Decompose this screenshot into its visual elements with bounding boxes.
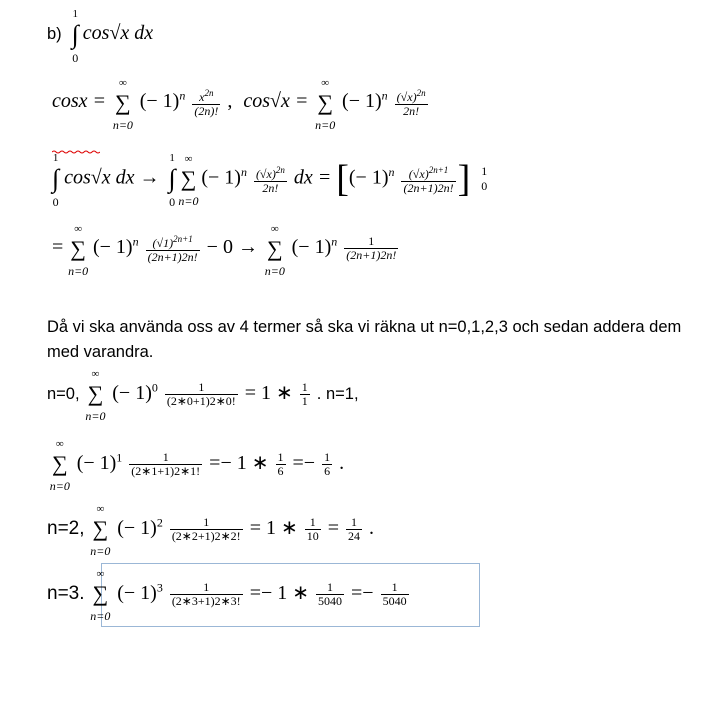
term-label: n=0, [47, 385, 80, 403]
term-n3: n=3. ∞ ∑ n=0 (− 1)$^3$ $\frac{1}{(2∗3+1)2∗3!}$ =− 1 ∗ $\frac{1}{5040}$ =− $\frac{1}{5040}$ [47, 568, 407, 624]
term-label: n=3. [47, 583, 85, 604]
spellcheck-squiggle [52, 150, 100, 154]
integral-sign: 1 ∫ 0 [52, 152, 60, 209]
integral-lhs: cos√x dx → [64, 166, 160, 189]
sum-sign: ∞ ∑ n=0 [90, 568, 111, 624]
sum-sign: ∞ ∑ n=0 [85, 368, 106, 424]
term-n2: n=2, ∞ ∑ n=0 (− 1)$^2$ $\frac{1}{(2∗2+1)2∗2!}$ = 1 ∗ $\frac{1}{10}$ = $\frac{1}{24}$ . [47, 503, 375, 559]
sum-sign: ∞ ∑ n=0 [90, 503, 111, 559]
sum-sign: ∞ ∑ n=0 [315, 76, 336, 132]
integral-lower-limit: 0 [72, 51, 79, 66]
integration-line: 1 ∫ 0 cos√x dx → 1 ∫ 0 ∞ ∑ n=0 (− 1)$^n$ $\frac{(√x)^{2n}}{2n!}$ dx = [(− 1)$^n$ $\frac{(√x)^{2n+1}}{(2n+1)2n!}$ ] 1 0 [52, 152, 488, 209]
integrand: cos√x dx [82, 22, 154, 44]
sum-sign: ∞ ∑ n=0 [264, 222, 285, 278]
sum-sign: ∞ ∑ n=0 [68, 222, 89, 278]
term-label: n=2, [47, 518, 85, 539]
term-n0: n=0, ∞ ∑ n=0 (− 1)$^0$ $\frac{1}{(2∗0+1)2∗0!}$ = 1 ∗ $\frac{1}{1}$ . n=1, [47, 368, 359, 424]
antiderivative-fraction: $\frac{(√x)^{2n+1}}{(2n+1)2n!}$ [403, 164, 454, 195]
series-fraction: $\frac{x^{2n}}{(2n)!}$ [194, 88, 219, 118]
part-b-heading [47, 8, 154, 66]
sqrt-series-fraction: $\frac{(√x)^{2n}}{2n!}$ [396, 88, 426, 118]
sign-term: (− 1) [139, 90, 180, 113]
explanation-paragraph: Då vi ska använda oss av 4 termer så ska vi räkna ut n=0,1,2,3 och sedan addera dem med varandra. [47, 318, 682, 361]
left-bracket: [ [336, 158, 349, 200]
part-label: b) [47, 25, 62, 43]
sum-sign: ∞ ∑ n=0 [49, 438, 70, 494]
evaluation-limits: 1 0 [481, 164, 488, 193]
result-line: = ∞ ∑ n=0 (− 1)$^n$ $\frac{(√1)^{2n+1}}{(2n+1)2n!}$ − 0 → ∞ ∑ n=0 (− 1)$^n$ $\frac{1}{(2n+1)2n!}$ [52, 222, 397, 278]
integral-sign: 1 ∫ 0 [71, 8, 79, 66]
sum-sign: ∞ ∑ n=0 [112, 76, 133, 132]
term-n1: ∞ ∑ n=0 (− 1)$^1$ $\frac{1}{(2∗1+1)2∗1!}$ =− 1 ∗ $\frac{1}{6}$ =− $\frac{1}{6}$ . [49, 438, 345, 494]
result-fraction: $\frac{(√1)^{2n+1}}{(2n+1)2n!}$ [147, 234, 198, 264]
series-definition-line: cosx = ∞ ∑ n=0 (− 1)$^n$ $\frac{x^{2n}}{(2n)!}$ , cos√x = ∞ ∑ n=0 (− 1)$^n$ $\frac{(√x)^{2n}}{2n!}$ [52, 76, 426, 132]
integral-upper-limit: 1 [72, 8, 78, 21]
integral-sign: 1 ∫ 0 [168, 152, 176, 209]
sum-sign: ∞ ∑ n=0 [178, 153, 199, 208]
final-series-fraction: $\frac{1}{(2n+1)2n!}$ [346, 234, 397, 262]
right-bracket: ] [457, 158, 471, 200]
cos-x-lhs: cosx = [52, 90, 107, 113]
cos-sqrt-x-lhs: cos√x = [243, 90, 309, 113]
